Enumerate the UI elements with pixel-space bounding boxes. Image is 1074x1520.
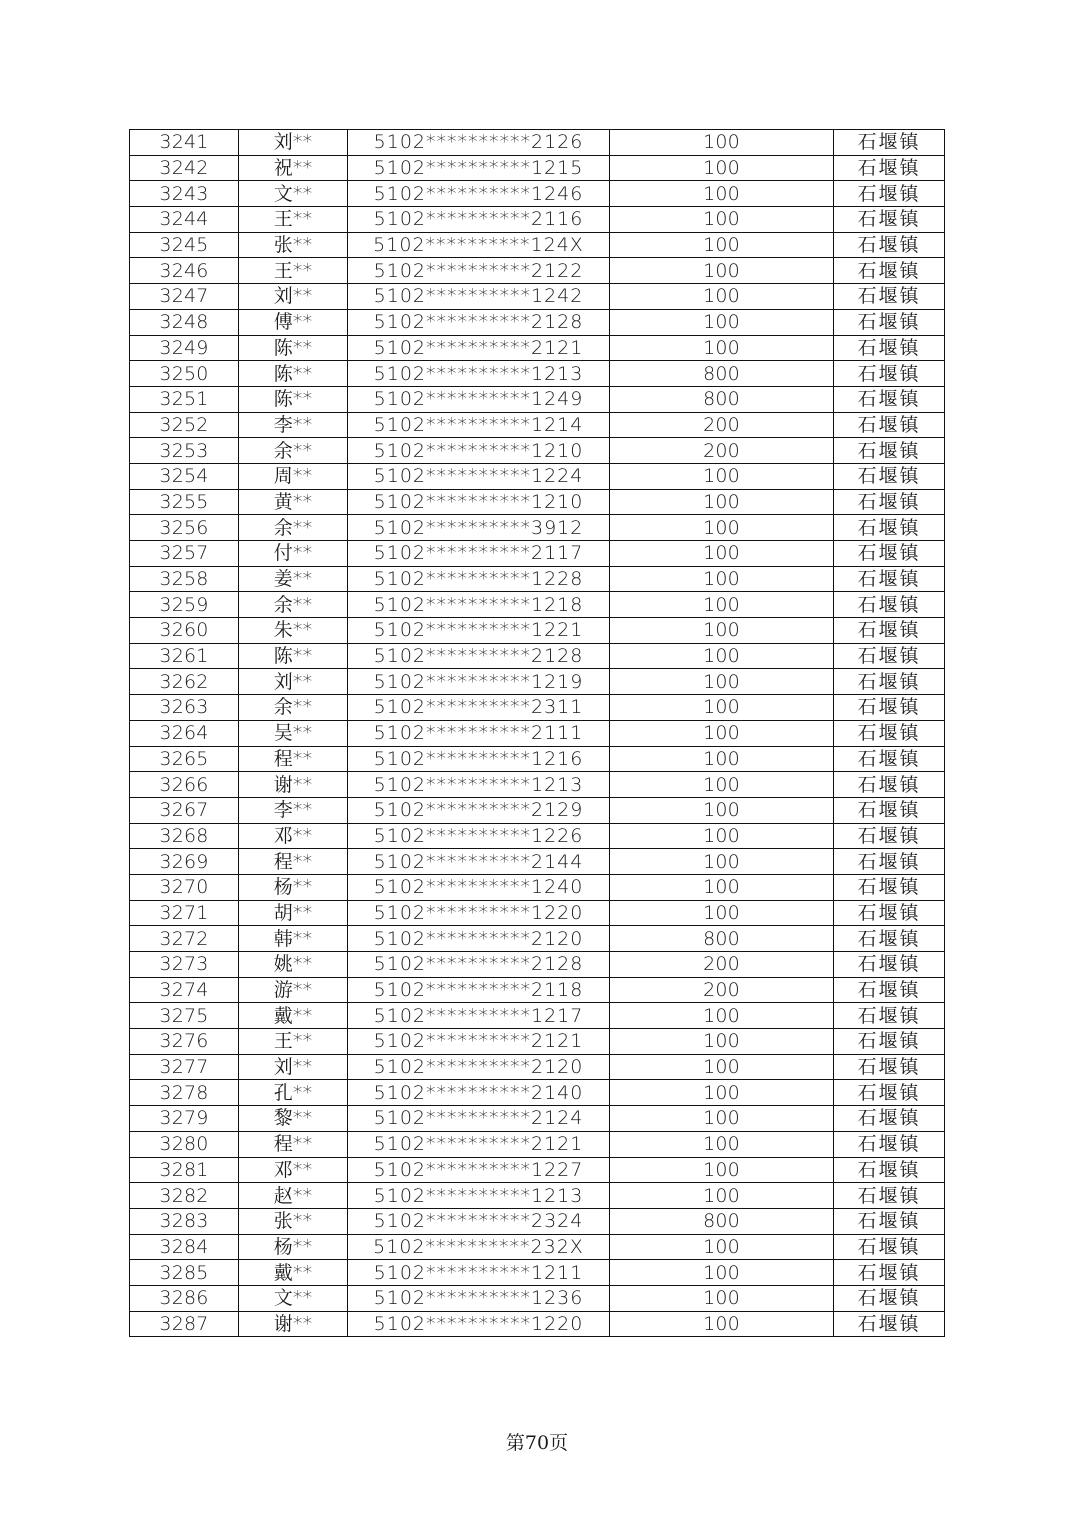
name-cell: 陈** bbox=[239, 643, 348, 669]
name-cell: 王** bbox=[239, 1029, 348, 1055]
town-cell: 石堰镇 bbox=[834, 720, 945, 746]
amount-cell: 100 bbox=[610, 284, 834, 310]
table-row bbox=[130, 592, 945, 618]
seq-cell: 3266 bbox=[130, 772, 239, 798]
amount-cell: 200 bbox=[610, 412, 834, 438]
seq-cell: 3258 bbox=[130, 566, 239, 592]
name-cell: 付** bbox=[239, 541, 348, 567]
name-cell: 李** bbox=[239, 412, 348, 438]
table-row bbox=[130, 1311, 945, 1337]
id-number-cell: 5102**********1221 bbox=[348, 618, 610, 644]
seq-cell: 3265 bbox=[130, 746, 239, 772]
amount-cell: 100 bbox=[610, 1054, 834, 1080]
table-row bbox=[130, 1157, 945, 1183]
amount-cell: 100 bbox=[610, 1311, 834, 1337]
name-cell: 陈** bbox=[239, 361, 348, 387]
town-cell: 石堰镇 bbox=[834, 900, 945, 926]
seq-cell: 3271 bbox=[130, 900, 239, 926]
seq-cell: 3278 bbox=[130, 1080, 239, 1106]
table-row bbox=[130, 309, 945, 335]
seq-cell: 3280 bbox=[130, 1131, 239, 1157]
town-cell: 石堰镇 bbox=[834, 797, 945, 823]
id-number-cell: 5102**********2324 bbox=[348, 1208, 610, 1234]
table-row bbox=[130, 849, 945, 875]
town-cell: 石堰镇 bbox=[834, 207, 945, 233]
table-row bbox=[130, 695, 945, 721]
town-cell: 石堰镇 bbox=[834, 361, 945, 387]
id-number-cell: 5102**********232X bbox=[348, 1234, 610, 1260]
town-cell: 石堰镇 bbox=[834, 874, 945, 900]
amount-cell: 100 bbox=[610, 335, 834, 361]
seq-cell: 3275 bbox=[130, 1003, 239, 1029]
amount-cell: 100 bbox=[610, 1080, 834, 1106]
town-cell: 石堰镇 bbox=[834, 695, 945, 721]
name-cell: 程** bbox=[239, 746, 348, 772]
id-number-cell: 5102**********2128 bbox=[348, 309, 610, 335]
table-row bbox=[130, 155, 945, 181]
seq-cell: 3249 bbox=[130, 335, 239, 361]
amount-cell: 100 bbox=[610, 155, 834, 181]
id-number-cell: 5102**********2129 bbox=[348, 797, 610, 823]
seq-cell: 3256 bbox=[130, 515, 239, 541]
name-cell: 余** bbox=[239, 695, 348, 721]
town-cell: 石堰镇 bbox=[834, 258, 945, 284]
table-row bbox=[130, 438, 945, 464]
id-number-cell: 5102**********1224 bbox=[348, 463, 610, 489]
seq-cell: 3242 bbox=[130, 155, 239, 181]
id-number-cell: 5102**********1228 bbox=[348, 566, 610, 592]
table-row bbox=[130, 412, 945, 438]
amount-cell: 100 bbox=[610, 309, 834, 335]
id-number-cell: 5102**********1211 bbox=[348, 1260, 610, 1286]
table-row bbox=[130, 130, 945, 156]
town-cell: 石堰镇 bbox=[834, 952, 945, 978]
amount-cell: 100 bbox=[610, 463, 834, 489]
id-number-cell: 5102**********1213 bbox=[348, 361, 610, 387]
seq-cell: 3286 bbox=[130, 1285, 239, 1311]
amount-cell: 100 bbox=[610, 746, 834, 772]
town-cell: 石堰镇 bbox=[834, 130, 945, 156]
table-row bbox=[130, 1080, 945, 1106]
id-number-cell: 5102**********1219 bbox=[348, 669, 610, 695]
table-row bbox=[130, 669, 945, 695]
name-cell: 韩** bbox=[239, 926, 348, 952]
table-row bbox=[130, 823, 945, 849]
table-row bbox=[130, 232, 945, 258]
town-cell: 石堰镇 bbox=[834, 669, 945, 695]
id-number-cell: 5102**********1249 bbox=[348, 386, 610, 412]
seq-cell: 3247 bbox=[130, 284, 239, 310]
amount-cell: 100 bbox=[610, 1234, 834, 1260]
table-row bbox=[130, 720, 945, 746]
seq-cell: 3269 bbox=[130, 849, 239, 875]
amount-cell: 100 bbox=[610, 515, 834, 541]
amount-cell: 200 bbox=[610, 977, 834, 1003]
table-row bbox=[130, 541, 945, 567]
table-row bbox=[130, 1131, 945, 1157]
name-cell: 张** bbox=[239, 232, 348, 258]
id-number-cell: 5102**********2121 bbox=[348, 335, 610, 361]
name-cell: 孔** bbox=[239, 1080, 348, 1106]
seq-cell: 3285 bbox=[130, 1260, 239, 1286]
table-row bbox=[130, 746, 945, 772]
name-cell: 戴** bbox=[239, 1003, 348, 1029]
id-number-cell: 5102**********2117 bbox=[348, 541, 610, 567]
id-number-cell: 5102**********1217 bbox=[348, 1003, 610, 1029]
id-number-cell: 5102**********1240 bbox=[348, 874, 610, 900]
id-number-cell: 5102**********1218 bbox=[348, 592, 610, 618]
amount-cell: 800 bbox=[610, 926, 834, 952]
seq-cell: 3277 bbox=[130, 1054, 239, 1080]
amount-cell: 100 bbox=[610, 489, 834, 515]
name-cell: 谢** bbox=[239, 1311, 348, 1337]
id-number-cell: 5102**********2311 bbox=[348, 695, 610, 721]
name-cell: 赵** bbox=[239, 1183, 348, 1209]
amount-cell: 100 bbox=[610, 181, 834, 207]
table-row bbox=[130, 463, 945, 489]
name-cell: 文** bbox=[239, 1285, 348, 1311]
id-number-cell: 5102**********1210 bbox=[348, 438, 610, 464]
name-cell: 刘** bbox=[239, 130, 348, 156]
id-number-cell: 5102**********1242 bbox=[348, 284, 610, 310]
town-cell: 石堰镇 bbox=[834, 926, 945, 952]
name-cell: 文** bbox=[239, 181, 348, 207]
name-cell: 游** bbox=[239, 977, 348, 1003]
id-number-cell: 5102**********1236 bbox=[348, 1285, 610, 1311]
town-cell: 石堰镇 bbox=[834, 618, 945, 644]
page-number: 第70页 bbox=[505, 1432, 569, 1454]
id-number-cell: 5102**********2121 bbox=[348, 1029, 610, 1055]
table-row bbox=[130, 284, 945, 310]
table-row bbox=[130, 874, 945, 900]
id-number-cell: 5102**********1227 bbox=[348, 1157, 610, 1183]
seq-cell: 3241 bbox=[130, 130, 239, 156]
town-cell: 石堰镇 bbox=[834, 463, 945, 489]
seq-cell: 3250 bbox=[130, 361, 239, 387]
name-cell: 余** bbox=[239, 592, 348, 618]
seq-cell: 3267 bbox=[130, 797, 239, 823]
seq-cell: 3273 bbox=[130, 952, 239, 978]
town-cell: 石堰镇 bbox=[834, 232, 945, 258]
table-row bbox=[130, 386, 945, 412]
table-row bbox=[130, 1183, 945, 1209]
town-cell: 石堰镇 bbox=[834, 977, 945, 1003]
amount-cell: 100 bbox=[610, 258, 834, 284]
table-row bbox=[130, 489, 945, 515]
seq-cell: 3246 bbox=[130, 258, 239, 284]
table-row bbox=[130, 181, 945, 207]
town-cell: 石堰镇 bbox=[834, 592, 945, 618]
name-cell: 刘** bbox=[239, 284, 348, 310]
table-row bbox=[130, 1003, 945, 1029]
table-row bbox=[130, 258, 945, 284]
town-cell: 石堰镇 bbox=[834, 1003, 945, 1029]
seq-cell: 3261 bbox=[130, 643, 239, 669]
seq-cell: 3281 bbox=[130, 1157, 239, 1183]
seq-cell: 3252 bbox=[130, 412, 239, 438]
id-number-cell: 5102**********2122 bbox=[348, 258, 610, 284]
amount-cell: 100 bbox=[610, 566, 834, 592]
name-cell: 姜** bbox=[239, 566, 348, 592]
amount-cell: 200 bbox=[610, 438, 834, 464]
amount-cell: 100 bbox=[610, 1183, 834, 1209]
name-cell: 周** bbox=[239, 463, 348, 489]
seq-cell: 3254 bbox=[130, 463, 239, 489]
seq-cell: 3270 bbox=[130, 874, 239, 900]
id-number-cell: 5102**********2128 bbox=[348, 643, 610, 669]
amount-cell: 800 bbox=[610, 386, 834, 412]
amount-cell: 100 bbox=[610, 1029, 834, 1055]
id-number-cell: 5102**********1210 bbox=[348, 489, 610, 515]
name-cell: 余** bbox=[239, 438, 348, 464]
name-cell: 谢** bbox=[239, 772, 348, 798]
amount-cell: 100 bbox=[610, 592, 834, 618]
table-row bbox=[130, 1234, 945, 1260]
id-number-cell: 5102**********2140 bbox=[348, 1080, 610, 1106]
subsidy-list-table bbox=[129, 129, 945, 1337]
name-cell: 张** bbox=[239, 1208, 348, 1234]
table-row bbox=[130, 618, 945, 644]
amount-cell: 100 bbox=[610, 823, 834, 849]
id-number-cell: 5102**********1214 bbox=[348, 412, 610, 438]
amount-cell: 100 bbox=[610, 772, 834, 798]
seq-cell: 3264 bbox=[130, 720, 239, 746]
name-cell: 杨** bbox=[239, 874, 348, 900]
seq-cell: 3248 bbox=[130, 309, 239, 335]
table-row bbox=[130, 1106, 945, 1132]
table-row bbox=[130, 797, 945, 823]
town-cell: 石堰镇 bbox=[834, 309, 945, 335]
amount-cell: 100 bbox=[610, 900, 834, 926]
town-cell: 石堰镇 bbox=[834, 489, 945, 515]
seq-cell: 3260 bbox=[130, 618, 239, 644]
town-cell: 石堰镇 bbox=[834, 386, 945, 412]
id-number-cell: 5102**********2120 bbox=[348, 1054, 610, 1080]
amount-cell: 100 bbox=[610, 130, 834, 156]
table-row bbox=[130, 335, 945, 361]
name-cell: 傅** bbox=[239, 309, 348, 335]
id-number-cell: 5102**********2118 bbox=[348, 977, 610, 1003]
seq-cell: 3287 bbox=[130, 1311, 239, 1337]
town-cell: 石堰镇 bbox=[834, 1183, 945, 1209]
amount-cell: 800 bbox=[610, 1208, 834, 1234]
table-row bbox=[130, 566, 945, 592]
town-cell: 石堰镇 bbox=[834, 1234, 945, 1260]
name-cell: 戴** bbox=[239, 1260, 348, 1286]
amount-cell: 100 bbox=[610, 797, 834, 823]
name-cell: 邓** bbox=[239, 823, 348, 849]
id-number-cell: 5102**********2116 bbox=[348, 207, 610, 233]
amount-cell: 100 bbox=[610, 695, 834, 721]
id-number-cell: 5102**********2124 bbox=[348, 1106, 610, 1132]
town-cell: 石堰镇 bbox=[834, 566, 945, 592]
id-number-cell: 5102**********2126 bbox=[348, 130, 610, 156]
seq-cell: 3255 bbox=[130, 489, 239, 515]
town-cell: 石堰镇 bbox=[834, 1106, 945, 1132]
id-number-cell: 5102**********1220 bbox=[348, 900, 610, 926]
table-row bbox=[130, 1054, 945, 1080]
amount-cell: 100 bbox=[610, 874, 834, 900]
name-cell: 李** bbox=[239, 797, 348, 823]
amount-cell: 100 bbox=[610, 643, 834, 669]
seq-cell: 3284 bbox=[130, 1234, 239, 1260]
town-cell: 石堰镇 bbox=[834, 1029, 945, 1055]
town-cell: 石堰镇 bbox=[834, 335, 945, 361]
table-body bbox=[130, 130, 945, 1337]
seq-cell: 3243 bbox=[130, 181, 239, 207]
town-cell: 石堰镇 bbox=[834, 541, 945, 567]
town-cell: 石堰镇 bbox=[834, 155, 945, 181]
amount-cell: 800 bbox=[610, 361, 834, 387]
seq-cell: 3283 bbox=[130, 1208, 239, 1234]
id-number-cell: 5102**********2111 bbox=[348, 720, 610, 746]
amount-cell: 100 bbox=[610, 541, 834, 567]
table-row bbox=[130, 361, 945, 387]
town-cell: 石堰镇 bbox=[834, 1285, 945, 1311]
seq-cell: 3245 bbox=[130, 232, 239, 258]
table-row bbox=[130, 952, 945, 978]
seq-cell: 3279 bbox=[130, 1106, 239, 1132]
name-cell: 王** bbox=[239, 258, 348, 284]
name-cell: 杨** bbox=[239, 1234, 348, 1260]
town-cell: 石堰镇 bbox=[834, 643, 945, 669]
name-cell: 胡** bbox=[239, 900, 348, 926]
seq-cell: 3259 bbox=[130, 592, 239, 618]
id-number-cell: 5102**********3912 bbox=[348, 515, 610, 541]
table-row bbox=[130, 926, 945, 952]
table-row bbox=[130, 643, 945, 669]
id-number-cell: 5102**********1215 bbox=[348, 155, 610, 181]
name-cell: 祝** bbox=[239, 155, 348, 181]
table-row bbox=[130, 1260, 945, 1286]
name-cell: 黄** bbox=[239, 489, 348, 515]
id-number-cell: 5102**********1213 bbox=[348, 1183, 610, 1209]
amount-cell: 100 bbox=[610, 669, 834, 695]
town-cell: 石堰镇 bbox=[834, 1157, 945, 1183]
name-cell: 陈** bbox=[239, 386, 348, 412]
table-row bbox=[130, 977, 945, 1003]
name-cell: 余** bbox=[239, 515, 348, 541]
amount-cell: 100 bbox=[610, 1106, 834, 1132]
id-number-cell: 5102**********1246 bbox=[348, 181, 610, 207]
seq-cell: 3272 bbox=[130, 926, 239, 952]
id-number-cell: 5102**********1226 bbox=[348, 823, 610, 849]
amount-cell: 100 bbox=[610, 1260, 834, 1286]
name-cell: 邓** bbox=[239, 1157, 348, 1183]
town-cell: 石堰镇 bbox=[834, 849, 945, 875]
amount-cell: 100 bbox=[610, 1003, 834, 1029]
seq-cell: 3253 bbox=[130, 438, 239, 464]
amount-cell: 100 bbox=[610, 849, 834, 875]
name-cell: 吴** bbox=[239, 720, 348, 746]
amount-cell: 100 bbox=[610, 720, 834, 746]
id-number-cell: 5102**********1216 bbox=[348, 746, 610, 772]
amount-cell: 100 bbox=[610, 207, 834, 233]
id-number-cell: 5102**********2128 bbox=[348, 952, 610, 978]
amount-cell: 100 bbox=[610, 618, 834, 644]
id-number-cell: 5102**********2121 bbox=[348, 1131, 610, 1157]
town-cell: 石堰镇 bbox=[834, 1080, 945, 1106]
amount-cell: 100 bbox=[610, 1131, 834, 1157]
name-cell: 程** bbox=[239, 849, 348, 875]
id-number-cell: 5102**********1213 bbox=[348, 772, 610, 798]
town-cell: 石堰镇 bbox=[834, 1311, 945, 1337]
seq-cell: 3276 bbox=[130, 1029, 239, 1055]
table-row bbox=[130, 772, 945, 798]
table-row bbox=[130, 1285, 945, 1311]
town-cell: 石堰镇 bbox=[834, 1208, 945, 1234]
table-row bbox=[130, 207, 945, 233]
seq-cell: 3263 bbox=[130, 695, 239, 721]
id-number-cell: 5102**********1220 bbox=[348, 1311, 610, 1337]
name-cell: 黎** bbox=[239, 1106, 348, 1132]
seq-cell: 3244 bbox=[130, 207, 239, 233]
seq-cell: 3257 bbox=[130, 541, 239, 567]
id-number-cell: 5102**********124X bbox=[348, 232, 610, 258]
town-cell: 石堰镇 bbox=[834, 746, 945, 772]
town-cell: 石堰镇 bbox=[834, 772, 945, 798]
name-cell: 刘** bbox=[239, 1054, 348, 1080]
name-cell: 刘** bbox=[239, 669, 348, 695]
table-row bbox=[130, 1029, 945, 1055]
amount-cell: 200 bbox=[610, 952, 834, 978]
town-cell: 石堰镇 bbox=[834, 1131, 945, 1157]
name-cell: 王** bbox=[239, 207, 348, 233]
name-cell: 程** bbox=[239, 1131, 348, 1157]
seq-cell: 3282 bbox=[130, 1183, 239, 1209]
table-row bbox=[130, 1208, 945, 1234]
name-cell: 姚** bbox=[239, 952, 348, 978]
town-cell: 石堰镇 bbox=[834, 515, 945, 541]
id-number-cell: 5102**********2144 bbox=[348, 849, 610, 875]
amount-cell: 100 bbox=[610, 232, 834, 258]
town-cell: 石堰镇 bbox=[834, 1054, 945, 1080]
town-cell: 石堰镇 bbox=[834, 823, 945, 849]
seq-cell: 3268 bbox=[130, 823, 239, 849]
town-cell: 石堰镇 bbox=[834, 412, 945, 438]
amount-cell: 100 bbox=[610, 1157, 834, 1183]
table-row bbox=[130, 515, 945, 541]
name-cell: 朱** bbox=[239, 618, 348, 644]
town-cell: 石堰镇 bbox=[834, 284, 945, 310]
name-cell: 陈** bbox=[239, 335, 348, 361]
town-cell: 石堰镇 bbox=[834, 1260, 945, 1286]
seq-cell: 3251 bbox=[130, 386, 239, 412]
amount-cell: 100 bbox=[610, 1285, 834, 1311]
table-row bbox=[130, 900, 945, 926]
town-cell: 石堰镇 bbox=[834, 181, 945, 207]
town-cell: 石堰镇 bbox=[834, 438, 945, 464]
seq-cell: 3274 bbox=[130, 977, 239, 1003]
seq-cell: 3262 bbox=[130, 669, 239, 695]
id-number-cell: 5102**********2120 bbox=[348, 926, 610, 952]
